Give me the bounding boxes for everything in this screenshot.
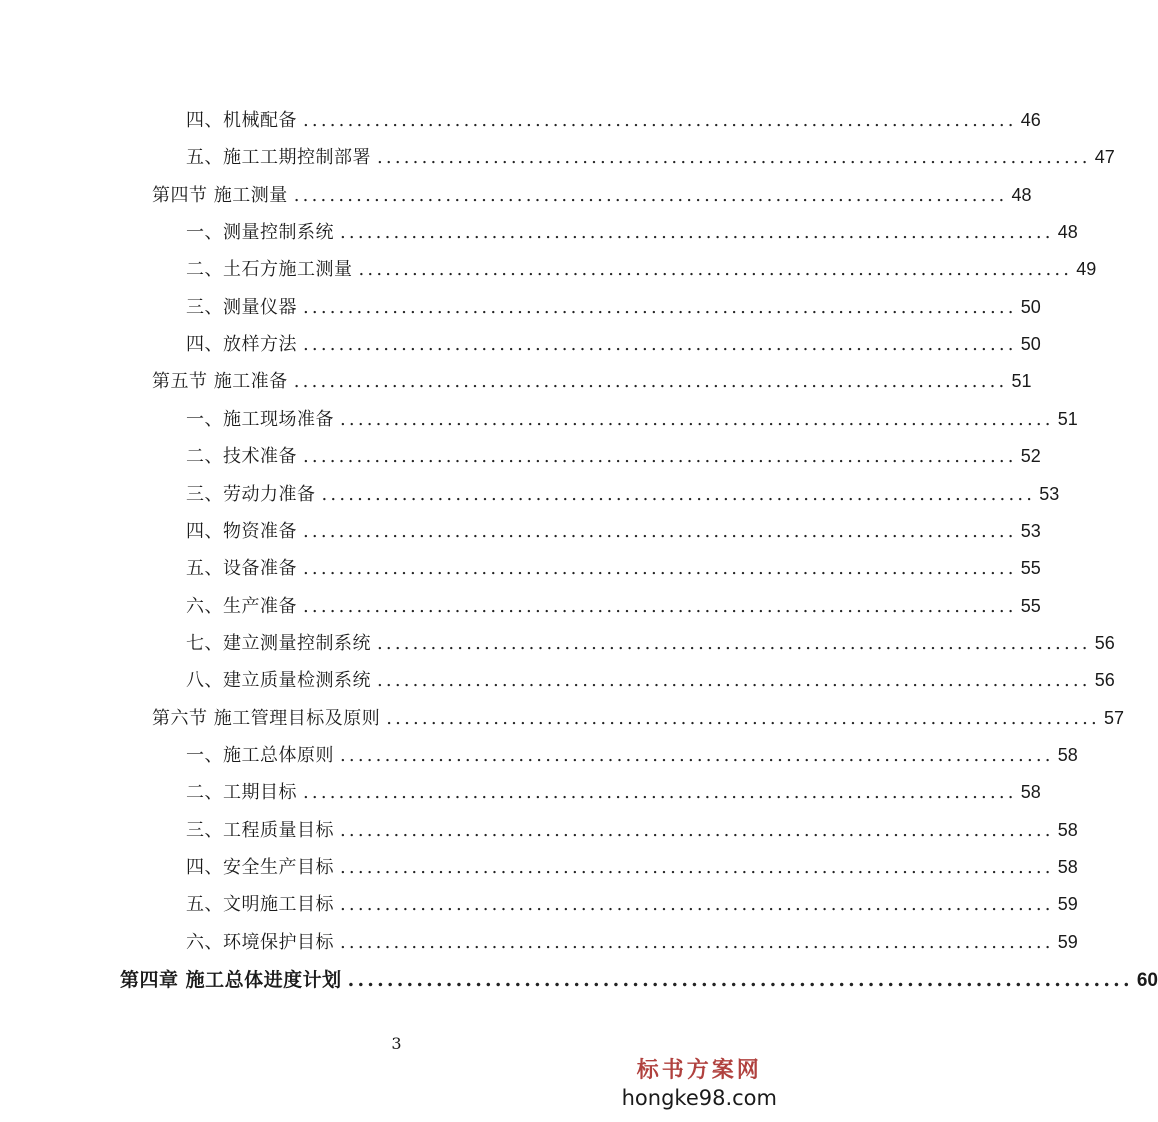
toc-entry[interactable] xyxy=(186,143,1115,180)
toc-entry-page: 59 xyxy=(1057,894,1078,915)
toc-leader-dots: ................................................................................ xyxy=(293,371,1008,393)
toc-entry-page: 53 xyxy=(1020,520,1041,541)
toc-entry-page: 50 xyxy=(1020,334,1041,355)
toc-entry[interactable] xyxy=(186,592,1041,629)
toc-leader-dots: ................................................................................ xyxy=(358,259,1073,281)
toc-entry-label: 四、放样方法 xyxy=(186,334,297,356)
toc-leader-dots: ................................................................................ xyxy=(303,782,1017,804)
toc-entry-label: 第六节 施工管理目标及原则 xyxy=(152,707,381,729)
watermark xyxy=(622,1053,777,1110)
toc-entry-page: 58 xyxy=(1020,782,1041,803)
toc-entry-page: 49 xyxy=(1076,259,1097,280)
toc-leader-dots: ................................................................................ xyxy=(377,147,1091,169)
toc-entry-page: 53 xyxy=(1039,483,1060,504)
toc-entry[interactable] xyxy=(186,517,1041,554)
toc-entry[interactable] xyxy=(186,442,1041,479)
toc-entry[interactable] xyxy=(186,255,1097,292)
toc-entry-page: 51 xyxy=(1011,371,1032,392)
toc-entry-page: 51 xyxy=(1057,408,1078,429)
page-number: 3 xyxy=(391,1034,402,1053)
toc-leader-dots: ................................................................................ xyxy=(340,931,1054,953)
toc-entry[interactable] xyxy=(186,778,1041,815)
toc-leader-dots: ................................................................................ xyxy=(386,707,1100,729)
toc-entry[interactable] xyxy=(186,666,1115,703)
toc-entry-label: 五、文明施工目标 xyxy=(186,894,334,916)
toc-leader-dots: ................................................................................ xyxy=(377,670,1091,692)
toc-entry-page: 55 xyxy=(1020,558,1041,579)
toc-entry-label: 五、施工工期控制部署 xyxy=(186,147,371,169)
toc-entry-page: 56 xyxy=(1094,632,1115,653)
toc-entry-label: 七、建立测量控制系统 xyxy=(186,632,371,654)
toc-leader-dots: ................................................................................ xyxy=(303,520,1017,542)
toc-entry-page: 46 xyxy=(1020,110,1041,130)
toc-entry-page: 48 xyxy=(1011,184,1032,205)
toc-entry[interactable] xyxy=(186,293,1041,330)
toc-entry[interactable] xyxy=(152,704,1124,741)
toc-entry-label: 六、生产准备 xyxy=(186,595,297,617)
toc-leader-dots: ................................................................................ xyxy=(293,184,1008,206)
toc-entry-page: 56 xyxy=(1094,670,1115,691)
toc-entry[interactable] xyxy=(186,853,1078,890)
toc-entry[interactable] xyxy=(186,554,1041,591)
toc-leader-dots: ................................................................................ xyxy=(303,595,1017,617)
toc-entry-label: 一、施工总体原则 xyxy=(186,744,334,766)
toc-entry-label: 三、劳动力准备 xyxy=(186,483,316,505)
toc-entry-label: 三、测量仪器 xyxy=(186,296,297,318)
toc-leader-dots: ................................................................................ xyxy=(303,296,1017,318)
toc-entry-page: 58 xyxy=(1057,857,1078,877)
toc-entry-label: 四、机械配备 xyxy=(186,110,297,131)
toc-entry[interactable] xyxy=(186,405,1078,442)
toc-entry-label: 五、设备准备 xyxy=(186,558,297,580)
toc-leader-dots: ................................................................................ xyxy=(340,408,1054,430)
toc-entry-label: 第四章 施工总体进度计划 xyxy=(120,969,342,992)
toc-entry-page: 48 xyxy=(1057,222,1078,243)
toc-entry-label: 一、测量控制系统 xyxy=(186,222,334,244)
toc-entry-label: 八、建立质量检测系统 xyxy=(186,670,371,692)
watermark-url: hongke98.com xyxy=(621,1086,777,1110)
toc-leader-dots: ................................................................................ xyxy=(340,819,1054,841)
toc-entry[interactable] xyxy=(120,965,1158,1002)
toc-leader-dots: ................................................................................ xyxy=(347,969,1133,992)
toc-entry-label: 三、工程质量目标 xyxy=(186,819,334,841)
toc-entry-label: 二、技术准备 xyxy=(186,446,297,468)
toc-leader-dots: ................................................................................ xyxy=(340,222,1054,244)
toc-entry-page: 58 xyxy=(1057,744,1078,765)
toc-entry[interactable] xyxy=(186,741,1078,778)
toc-entry-label: 二、工期目标 xyxy=(186,782,297,804)
toc-leader-dots: ................................................................................ xyxy=(303,110,1017,131)
toc-entry-page: 50 xyxy=(1020,296,1041,317)
toc-entry[interactable] xyxy=(186,106,1041,143)
toc-entry-label: 第四节 施工测量 xyxy=(152,184,288,206)
toc-entry-page: 47 xyxy=(1094,147,1115,168)
toc-entry[interactable] xyxy=(186,330,1041,367)
toc-entry-label: 一、施工现场准备 xyxy=(186,408,334,430)
toc-entry[interactable] xyxy=(186,928,1078,965)
toc-entry[interactable] xyxy=(186,218,1078,255)
toc-entry-label: 第五节 施工准备 xyxy=(152,371,288,393)
toc-leader-dots: ................................................................................ xyxy=(340,744,1054,766)
toc-entry[interactable] xyxy=(186,629,1115,666)
toc-leader-dots: ................................................................................ xyxy=(377,632,1091,654)
toc-entry-label: 二、土石方施工测量 xyxy=(186,259,353,281)
toc-entry-page: 59 xyxy=(1057,931,1078,952)
toc-leader-dots: ................................................................................ xyxy=(303,558,1017,580)
toc-entry[interactable] xyxy=(186,480,1060,517)
toc-entry-page: 60 xyxy=(1136,970,1158,992)
toc-entry-page: 55 xyxy=(1020,595,1041,616)
toc-entry-label: 四、物资准备 xyxy=(186,520,297,542)
toc-entry[interactable] xyxy=(186,816,1078,853)
toc-entry-page: 52 xyxy=(1020,446,1041,467)
toc-leader-dots: ................................................................................ xyxy=(303,334,1017,356)
toc-leader-dots: ................................................................................ xyxy=(321,483,1036,505)
toc-entry-page: 57 xyxy=(1103,707,1124,728)
toc-entry-label: 六、环境保护目标 xyxy=(186,931,334,953)
toc-entry[interactable] xyxy=(186,890,1078,927)
toc-entry-page: 58 xyxy=(1057,819,1078,840)
toc-leader-dots: ................................................................................ xyxy=(340,857,1054,878)
watermark-cn: 标书方案网 xyxy=(636,1057,762,1083)
toc-leader-dots: ................................................................................ xyxy=(340,894,1054,916)
toc-entry[interactable] xyxy=(152,181,1032,218)
toc-leader-dots: ................................................................................ xyxy=(303,446,1017,468)
toc-entry[interactable] xyxy=(152,367,1032,404)
toc-entry-label: 四、安全生产目标 xyxy=(186,857,334,878)
